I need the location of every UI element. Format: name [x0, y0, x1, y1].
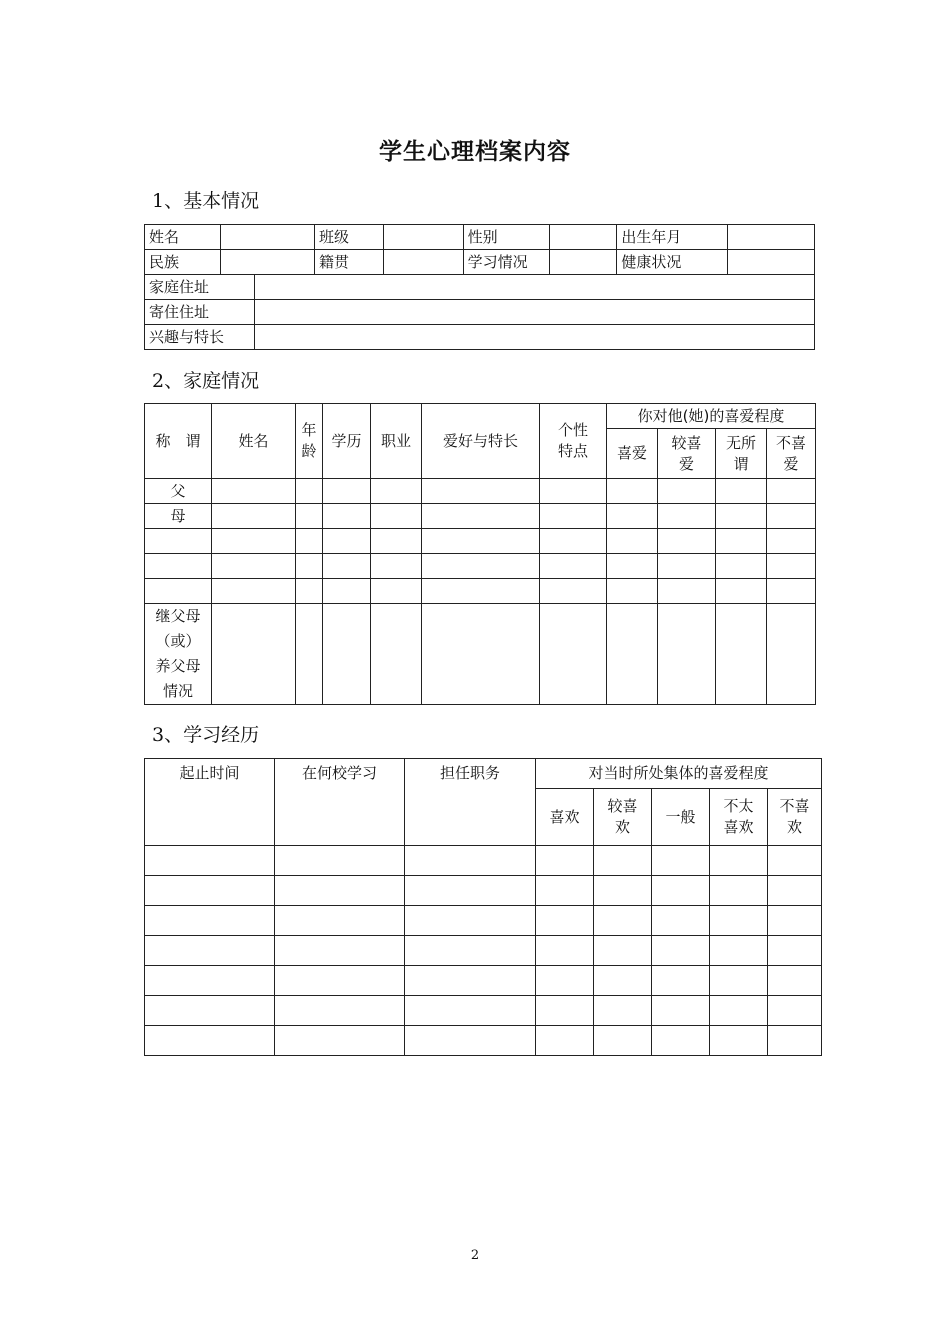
label-hometown: 籍贯: [315, 250, 384, 275]
cell[interactable]: [607, 554, 658, 579]
cell[interactable]: [536, 906, 594, 936]
liking-level-1: 喜爱: [607, 429, 658, 479]
cell[interactable]: [710, 846, 768, 876]
value-class[interactable]: [384, 225, 463, 250]
cell[interactable]: [145, 906, 275, 936]
cell[interactable]: [540, 579, 607, 604]
header-position: 担任职务: [405, 759, 536, 846]
page-title: 学生心理档案内容: [379, 139, 571, 165]
cell[interactable]: [652, 936, 710, 966]
cell[interactable]: [594, 906, 652, 936]
cell[interactable]: [710, 966, 768, 996]
cell[interactable]: [767, 604, 816, 705]
cell[interactable]: [422, 529, 540, 554]
cell[interactable]: [594, 996, 652, 1026]
label-gender: 性别: [463, 225, 550, 250]
cell[interactable]: [658, 504, 716, 529]
row-step-parent-label: 继父母（或）养父母情况: [145, 604, 212, 705]
cell[interactable]: [422, 504, 540, 529]
cell[interactable]: [275, 996, 405, 1026]
liking-level-2: 较喜爱: [658, 429, 716, 479]
cell[interactable]: [540, 479, 607, 504]
cell[interactable]: [275, 876, 405, 906]
cell[interactable]: [652, 966, 710, 996]
value-hometown[interactable]: [384, 250, 463, 275]
group-liking-level-3: 一般: [652, 789, 710, 846]
section-study-heading: 3、学习经历: [152, 724, 260, 746]
study-history-table: [144, 758, 822, 1056]
cell[interactable]: [405, 906, 536, 936]
cell[interactable]: [422, 604, 540, 705]
cell[interactable]: [145, 966, 275, 996]
row-father-label: 父: [145, 479, 212, 504]
label-ethnicity: 民族: [145, 250, 221, 275]
cell[interactable]: [323, 579, 371, 604]
cell[interactable]: [658, 529, 716, 554]
cell[interactable]: [768, 936, 822, 966]
cell[interactable]: [716, 604, 767, 705]
cell[interactable]: [422, 554, 540, 579]
cell[interactable]: [767, 504, 816, 529]
cell[interactable]: [768, 906, 822, 936]
cell[interactable]: [767, 529, 816, 554]
cell[interactable]: [212, 479, 296, 504]
cell[interactable]: [275, 846, 405, 876]
cell[interactable]: [405, 846, 536, 876]
cell[interactable]: [296, 579, 323, 604]
section-basic-heading: 1、基本情况: [152, 190, 260, 212]
cell[interactable]: [296, 554, 323, 579]
cell[interactable]: [607, 504, 658, 529]
liking-level-4: 不喜爱: [767, 429, 816, 479]
label-interests: 兴趣与特长: [145, 325, 255, 350]
label-study: 学习情况: [463, 250, 550, 275]
row-blank-label[interactable]: [145, 554, 212, 579]
cell[interactable]: [371, 579, 422, 604]
cell[interactable]: [607, 529, 658, 554]
cell[interactable]: [145, 846, 275, 876]
group-liking-level-4: 不太喜欢: [710, 789, 768, 846]
cell[interactable]: [716, 554, 767, 579]
value-name[interactable]: [221, 225, 315, 250]
value-gender[interactable]: [550, 225, 617, 250]
cell[interactable]: [767, 554, 816, 579]
cell[interactable]: [652, 906, 710, 936]
header-name: 姓名: [212, 404, 296, 479]
value-health[interactable]: [728, 250, 815, 275]
value-interests[interactable]: [254, 325, 814, 350]
page-number: 2: [470, 1248, 480, 1263]
cell[interactable]: [658, 554, 716, 579]
basic-info-table: [144, 224, 815, 350]
cell[interactable]: [275, 906, 405, 936]
cell[interactable]: [405, 996, 536, 1026]
header-group-liking: 对当时所处集体的喜爱程度: [536, 759, 822, 789]
cell[interactable]: [768, 1026, 822, 1056]
cell[interactable]: [323, 554, 371, 579]
cell[interactable]: [710, 936, 768, 966]
cell[interactable]: [371, 504, 422, 529]
cell[interactable]: [422, 579, 540, 604]
cell[interactable]: [710, 876, 768, 906]
cell[interactable]: [768, 876, 822, 906]
header-age: 年龄: [296, 404, 323, 479]
value-study[interactable]: [550, 250, 617, 275]
cell[interactable]: [323, 504, 371, 529]
liking-level-3: 无所谓: [716, 429, 767, 479]
cell[interactable]: [607, 479, 658, 504]
cell[interactable]: [275, 966, 405, 996]
cell[interactable]: [658, 604, 716, 705]
header-personality: 个性特点: [540, 404, 607, 479]
row-blank-label[interactable]: [145, 579, 212, 604]
cell[interactable]: [652, 846, 710, 876]
cell[interactable]: [594, 1026, 652, 1056]
group-liking-level-2: 较喜欢: [594, 789, 652, 846]
cell[interactable]: [275, 936, 405, 966]
header-hobby: 爱好与特长: [422, 404, 540, 479]
cell[interactable]: [540, 604, 607, 705]
cell[interactable]: [536, 876, 594, 906]
cell[interactable]: [716, 529, 767, 554]
cell[interactable]: [296, 479, 323, 504]
row-blank-label[interactable]: [145, 529, 212, 554]
cell[interactable]: [422, 479, 540, 504]
cell[interactable]: [536, 1026, 594, 1056]
label-home-address: 家庭住址: [145, 275, 255, 300]
cell[interactable]: [212, 529, 296, 554]
cell[interactable]: [275, 1026, 405, 1056]
label-health: 健康状况: [617, 250, 728, 275]
cell[interactable]: [716, 504, 767, 529]
label-birth: 出生年月: [617, 225, 728, 250]
header-job: 职业: [371, 404, 422, 479]
cell[interactable]: [710, 906, 768, 936]
header-liking: 你对他(她)的喜爱程度: [607, 404, 816, 429]
header-school: 在何校学习: [275, 759, 405, 846]
cell[interactable]: [536, 996, 594, 1026]
cell[interactable]: [710, 1026, 768, 1056]
cell[interactable]: [323, 604, 371, 705]
cell[interactable]: [767, 479, 816, 504]
cell[interactable]: [296, 504, 323, 529]
cell[interactable]: [296, 604, 323, 705]
cell[interactable]: [371, 529, 422, 554]
group-liking-level-5: 不喜欢: [768, 789, 822, 846]
cell[interactable]: [540, 504, 607, 529]
cell[interactable]: [212, 504, 296, 529]
cell[interactable]: [710, 996, 768, 1026]
row-mother-label: 母: [145, 504, 212, 529]
cell[interactable]: [371, 479, 422, 504]
cell[interactable]: [212, 554, 296, 579]
cell[interactable]: [405, 966, 536, 996]
cell[interactable]: [145, 936, 275, 966]
cell[interactable]: [540, 529, 607, 554]
group-liking-level-1: 喜欢: [536, 789, 594, 846]
cell[interactable]: [716, 479, 767, 504]
cell[interactable]: [594, 966, 652, 996]
header-title: 称 谓: [145, 404, 212, 479]
cell[interactable]: [540, 554, 607, 579]
cell[interactable]: [405, 876, 536, 906]
header-period: 起止时间: [145, 759, 275, 846]
cell[interactable]: [768, 966, 822, 996]
value-birth[interactable]: [728, 225, 815, 250]
cell[interactable]: [652, 876, 710, 906]
cell[interactable]: [405, 1026, 536, 1056]
cell[interactable]: [212, 604, 296, 705]
cell[interactable]: [652, 996, 710, 1026]
cell[interactable]: [296, 529, 323, 554]
value-ethnicity[interactable]: [221, 250, 315, 275]
cell[interactable]: [536, 936, 594, 966]
cell[interactable]: [652, 1026, 710, 1056]
cell[interactable]: [658, 479, 716, 504]
cell[interactable]: [607, 604, 658, 705]
cell[interactable]: [768, 846, 822, 876]
cell[interactable]: [371, 554, 422, 579]
cell[interactable]: [212, 579, 296, 604]
family-table: [144, 403, 816, 705]
cell[interactable]: [768, 996, 822, 1026]
cell[interactable]: [145, 996, 275, 1026]
cell[interactable]: [536, 966, 594, 996]
header-education: 学历: [323, 404, 371, 479]
value-boarding-address[interactable]: [254, 300, 814, 325]
cell[interactable]: [594, 846, 652, 876]
cell[interactable]: [323, 529, 371, 554]
cell[interactable]: [405, 936, 536, 966]
label-name: 姓名: [145, 225, 221, 250]
cell[interactable]: [767, 579, 816, 604]
label-class: 班级: [315, 225, 384, 250]
cell[interactable]: [607, 579, 658, 604]
cell[interactable]: [323, 479, 371, 504]
cell[interactable]: [594, 936, 652, 966]
cell[interactable]: [145, 876, 275, 906]
cell[interactable]: [594, 876, 652, 906]
cell[interactable]: [658, 579, 716, 604]
cell[interactable]: [371, 604, 422, 705]
value-home-address[interactable]: [254, 275, 814, 300]
label-boarding-address: 寄住住址: [145, 300, 255, 325]
cell[interactable]: [536, 846, 594, 876]
section-family-heading: 2、家庭情况: [152, 370, 260, 392]
cell[interactable]: [716, 579, 767, 604]
cell[interactable]: [145, 1026, 275, 1056]
